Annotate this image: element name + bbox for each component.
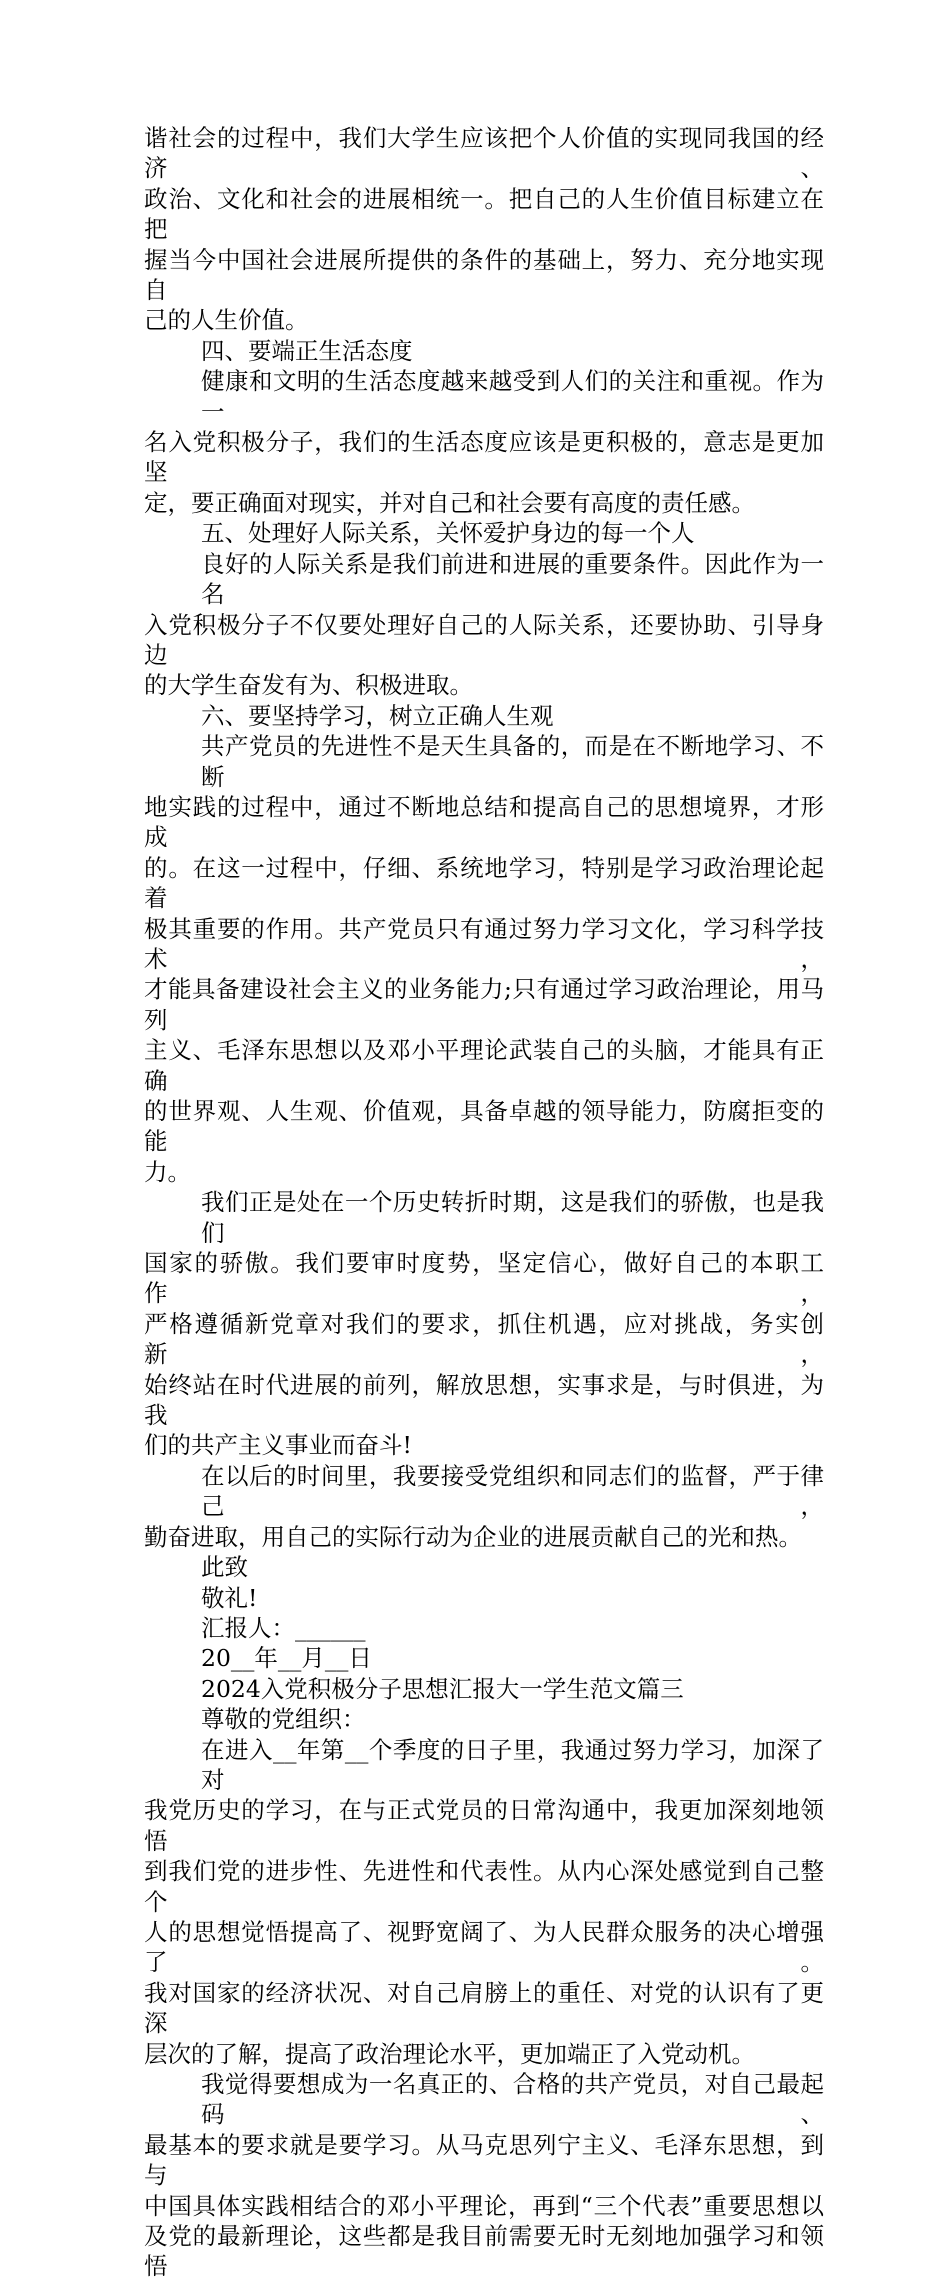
text-line: 政治、文化和社会的进展相统一。把自己的人生价值目标建立在把 [144, 184, 824, 244]
text-line: 我对国家的经济状况、对自己肩膀上的重任、对党的认识有了更深 [144, 1978, 824, 2038]
text-line: 的世界观、人生观、价值观，具备卓越的领导能力，防腐拒变的能 [144, 1097, 824, 1156]
document-body [144, 123, 824, 2282]
text-line: 严格遵循新党章对我们的要求，抓住机遇，应对挑战，务实创新， [144, 1309, 824, 1369]
text-line: 到我们党的进步性、先进性和代表性。从内心深处感觉到自己整个 [144, 1857, 824, 1916]
text-line: 人的思想觉悟提高了、视野宽阔了、为人民群众服务的决心增强了。 [144, 1917, 824, 1977]
text-line: 的。在这一过程中，仔细、系统地学习，特别是学习政治理论起着 [144, 853, 824, 913]
text-line: 名入党积极分子，我们的生活态度应该是更积极的，意志是更加坚 [144, 428, 824, 487]
text-line: 五、处理好人际关系，关怀爱护身边的每一个人 [201, 519, 695, 548]
text-line: 汇报人：______ [201, 1613, 366, 1642]
text-line: 我党历史的学习，在与正式党员的日常沟通中，我更加深刻地领悟 [144, 1796, 824, 1855]
text-line: 极其重要的作用。共产党员只有通过努力学习文化，学习科学技术， [144, 914, 824, 973]
text-line: 敬礼! [201, 1583, 258, 1612]
text-line: 谐社会的过程中，我们大学生应该把个人价值的实现同我国的经济、 [144, 124, 824, 183]
text-line: 层次的了解，提高了政治理论水平，更加端正了入党动机。 [144, 2039, 755, 2068]
text-line: 己的人生价值。 [144, 306, 309, 335]
text-line: 们的共产主义事业而奋斗! [144, 1431, 412, 1460]
text-line: 勤奋进取，用自己的实际行动为企业的进展贡献自己的光和热。 [144, 1522, 802, 1551]
text-line: 及党的最新理论，这些都是我目前需要无时无刻地加强学习和领悟 [144, 2222, 824, 2281]
text-line: 良好的人际关系是我们前进和进展的重要条件。因此作为一名 [201, 549, 824, 609]
text-line: 始终站在时代进展的前列，解放思想，实事求是，与时俱进，为我 [144, 1370, 824, 1430]
text-line: 在以后的时间里，我要接受党组织和同志们的监督，严于律己， [201, 1461, 824, 1521]
text-line: 我觉得要想成为一名真正的、合格的共产党员，对自己最起码、 [201, 2070, 824, 2129]
text-line: 地实践的过程中，通过不断地总结和提高自己的思想境界，才形成 [144, 792, 824, 852]
text-line: 国家的骄傲。我们要审时度势，坚定信心，做好自己的本职工作， [144, 1249, 824, 1308]
text-line: 20__年__月__日 [201, 1644, 372, 1673]
text-line: 中国具体实践相结合的邓小平理论，再到“三个代表”重要思想以 [144, 2191, 824, 2220]
text-line: 尊敬的党组织： [201, 1705, 366, 1734]
text-line: 在进入__年第__个季度的日子里，我通过努力学习，加深了对 [201, 1735, 824, 1794]
text-line: 握当今中国社会进展所提供的条件的基础上，努力、充分地实现自 [144, 245, 824, 305]
text-line: 最基本的要求就是要学习。从马克思列宁主义、毛泽东思想，到与 [144, 2130, 824, 2190]
text-line: 才能具备建设社会主义的业务能力;只有通过学习政治理论，用马列 [144, 975, 824, 1034]
text-line: 健康和文明的生活态度越来越受到人们的关注和重视。作为一 [201, 367, 824, 426]
text-line: 六、要坚持学习，树立正确人生观 [201, 701, 554, 730]
text-line: 2024入党积极分子思想汇报大一学生范文篇三 [201, 1674, 684, 1703]
text-line: 主义、毛泽东思想以及邓小平理论武装自己的头脑，才能具有正确 [144, 1036, 824, 1095]
text-line: 我们正是处在一个历史转折时期，这是我们的骄傲，也是我们 [201, 1188, 824, 1247]
text-line: 力。 [144, 1157, 191, 1186]
text-line: 入党积极分子不仅要处理好自己的人际关系，还要协助、引导身边 [144, 610, 824, 669]
text-line: 的大学生奋发有为、积极进取。 [144, 671, 473, 700]
text-line: 此致 [201, 1553, 248, 1582]
text-line: 共产党员的先进性不是天生具备的，而是在不断地学习、不断 [201, 732, 824, 791]
text-line: 定，要正确面对现实，并对自己和社会要有高度的责任感。 [144, 488, 755, 517]
text-line: 四、要端正生活态度 [201, 336, 413, 365]
